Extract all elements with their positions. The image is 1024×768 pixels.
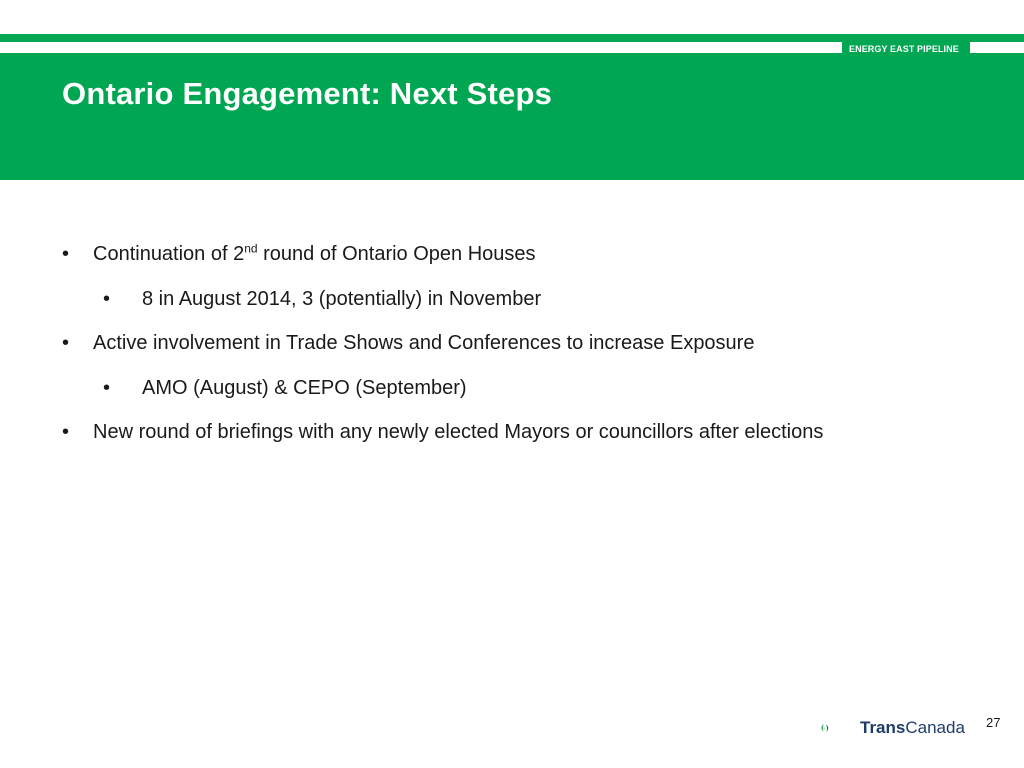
bullet-glyph: • <box>62 421 70 443</box>
header-tag: ENERGY EAST PIPELINE <box>849 44 959 54</box>
bullet-text: Continuation of 2 <box>93 243 245 265</box>
tag-divider <box>970 42 980 53</box>
header-band <box>0 53 1024 180</box>
logo-wordmark-bold: Trans <box>860 718 906 737</box>
bullet-glyph: • <box>103 377 111 399</box>
logo-wordmark-regular: Canada <box>905 718 965 737</box>
slide-title: Ontario Engagement: Next Steps <box>62 76 553 111</box>
bullet-item <box>93 243 536 266</box>
top-stripe <box>0 34 1024 42</box>
bullet-glyph: • <box>62 332 70 354</box>
bullet-glyph: • <box>103 288 111 310</box>
bullet-item: Active involvement in Trade Shows and Conferences to increase Exposure <box>93 332 755 354</box>
page-number: 27 <box>986 715 1001 730</box>
bullet-superscript: nd <box>244 241 258 256</box>
sub-bullet-item: 8 in August 2014, 3 (potentially) in November <box>142 288 542 310</box>
bullet-glyph: • <box>62 243 70 265</box>
bullet-text: round of Ontario Open Houses <box>257 243 536 265</box>
bullet-item: New round of briefings with any newly elected Mayors or councillors after elections <box>93 421 824 443</box>
transcanada-logo-icon <box>820 708 860 748</box>
sub-bullet-item: AMO (August) & CEPO (September) <box>142 377 467 399</box>
logo-wordmark <box>860 718 965 738</box>
